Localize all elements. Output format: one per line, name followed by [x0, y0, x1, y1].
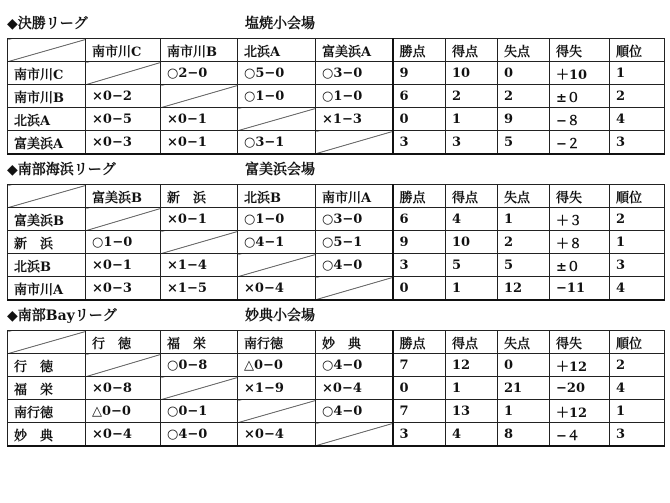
team-row	[8, 254, 665, 277]
stat-value: −４	[550, 423, 610, 447]
column-header-stat: 得失	[550, 39, 610, 62]
stat-value: 9	[498, 108, 550, 131]
match-result: ×0−4	[316, 377, 393, 400]
match-result: ○5−1	[316, 231, 393, 254]
match-result: ○3−1	[238, 131, 316, 155]
column-header-team: 南行徳	[238, 331, 316, 354]
column-header-team: 北浜B	[238, 185, 316, 208]
match-result: ×0−4	[86, 423, 161, 447]
stat-value: 4	[610, 377, 665, 400]
stat-value: 2	[610, 208, 665, 231]
match-result: ×0−1	[161, 108, 238, 131]
column-header-stat: 失点	[498, 39, 550, 62]
stat-value: 4	[446, 208, 498, 231]
stat-value: 3	[393, 254, 446, 277]
column-header-team: 行 徳	[86, 331, 161, 354]
team-name: 北浜A	[8, 108, 86, 131]
stat-value: 1	[498, 208, 550, 231]
self-match-cell	[238, 108, 316, 131]
stat-value: 3	[446, 131, 498, 155]
stat-value: 0	[393, 277, 446, 301]
stat-value: 21	[498, 377, 550, 400]
team-row	[8, 231, 665, 254]
column-header-stat: 勝点	[393, 331, 446, 354]
match-result: ○4−0	[316, 254, 393, 277]
match-result: ○1−0	[316, 85, 393, 108]
stat-value: 4	[610, 108, 665, 131]
match-result: ×0−4	[238, 277, 316, 301]
team-name: 富美浜A	[8, 131, 86, 155]
corner-cell	[8, 185, 86, 208]
match-result: ×0−5	[86, 108, 161, 131]
match-result: ×1−9	[238, 377, 316, 400]
team-name: 南行徳	[8, 400, 86, 423]
match-result: ○1−0	[238, 208, 316, 231]
stat-value: 5	[498, 131, 550, 155]
team-name: 南市川B	[8, 85, 86, 108]
venue-name: 塩焼小会場	[245, 16, 315, 32]
stat-value: 2	[610, 85, 665, 108]
column-header-team: 妙 典	[316, 331, 393, 354]
match-result: ○2−0	[161, 62, 238, 85]
stat-value: 2	[446, 85, 498, 108]
team-name: 富美浜B	[8, 208, 86, 231]
team-name: 南市川C	[8, 62, 86, 85]
column-header-team: 新 浜	[161, 185, 238, 208]
team-name: 北浜B	[8, 254, 86, 277]
match-result: ×0−3	[86, 131, 161, 155]
stat-value: 3	[610, 423, 665, 447]
match-result: ×0−1	[161, 131, 238, 155]
league-title: ◆決勝リーグ	[7, 16, 88, 32]
match-result: ×0−2	[86, 85, 161, 108]
self-match-cell	[86, 62, 161, 85]
team-row	[8, 62, 665, 85]
self-match-cell	[316, 423, 393, 447]
match-result: ×1−4	[161, 254, 238, 277]
team-name: 妙 典	[8, 423, 86, 447]
column-header-team: 北浜A	[238, 39, 316, 62]
stat-value: 13	[446, 400, 498, 423]
stat-value: ＋12	[550, 354, 610, 377]
stat-value: −２	[550, 131, 610, 155]
stat-value: 4	[446, 423, 498, 447]
stat-value: 1	[610, 400, 665, 423]
stat-value: 10	[446, 231, 498, 254]
match-result: ○4−0	[316, 400, 393, 423]
corner-cell	[8, 39, 86, 62]
stat-value: ＋３	[550, 208, 610, 231]
self-match-cell	[161, 377, 238, 400]
match-result: ○0−1	[161, 400, 238, 423]
stat-value: 1	[498, 400, 550, 423]
team-name: 福 栄	[8, 377, 86, 400]
header-row	[8, 331, 665, 354]
match-result: ○0−8	[161, 354, 238, 377]
stat-value: 0	[498, 354, 550, 377]
self-match-cell	[161, 85, 238, 108]
column-header-stat: 得点	[446, 185, 498, 208]
column-header-stat: 得点	[446, 39, 498, 62]
venue-name: 妙典小会場	[245, 308, 315, 324]
team-name: 南市川A	[8, 277, 86, 301]
team-row	[8, 208, 665, 231]
team-row	[8, 277, 665, 301]
column-header-team: 富美浜A	[316, 39, 393, 62]
team-row	[8, 85, 665, 108]
match-result: ×0−1	[86, 254, 161, 277]
self-match-cell	[86, 208, 161, 231]
league-table	[7, 330, 665, 447]
match-result: ×0−8	[86, 377, 161, 400]
stat-value: ＋８	[550, 231, 610, 254]
league-title: ◆南部海浜リーグ	[7, 162, 116, 178]
stat-value: 1	[446, 377, 498, 400]
column-header-team: 福 栄	[161, 331, 238, 354]
league-table	[7, 38, 665, 155]
header-row	[8, 185, 665, 208]
stat-value: ±０	[550, 85, 610, 108]
venue-name: 富美浜会場	[245, 162, 315, 178]
match-result: ×1−5	[161, 277, 238, 301]
column-header-stat: 失点	[498, 185, 550, 208]
stat-value: 0	[393, 108, 446, 131]
self-match-cell	[238, 400, 316, 423]
team-row	[8, 423, 665, 447]
stat-value: ±０	[550, 254, 610, 277]
team-row	[8, 354, 665, 377]
self-match-cell	[86, 354, 161, 377]
league-title: ◆南部Bayリーグ	[7, 308, 117, 324]
team-row	[8, 400, 665, 423]
league-table	[7, 184, 665, 301]
stat-value: 0	[498, 62, 550, 85]
column-header-stat: 得点	[446, 331, 498, 354]
self-match-cell	[238, 254, 316, 277]
stat-value: 12	[498, 277, 550, 301]
match-result: ×0−3	[86, 277, 161, 301]
match-result: ○3−0	[316, 62, 393, 85]
header-row	[8, 39, 665, 62]
stat-value: 10	[446, 62, 498, 85]
stat-value: ＋12	[550, 400, 610, 423]
stat-value: 8	[498, 423, 550, 447]
stat-value: 3	[393, 423, 446, 447]
stat-value: 1	[446, 108, 498, 131]
column-header-stat: 失点	[498, 331, 550, 354]
team-row	[8, 131, 665, 155]
column-header-stat: 得失	[550, 185, 610, 208]
team-name: 新 浜	[8, 231, 86, 254]
stat-value: 2	[610, 354, 665, 377]
stat-value: 9	[393, 62, 446, 85]
column-header-team: 南市川C	[86, 39, 161, 62]
column-header-stat: 順位	[610, 185, 665, 208]
stat-value: 3	[393, 131, 446, 155]
team-row	[8, 108, 665, 131]
stat-value: 9	[393, 231, 446, 254]
stat-value: 12	[446, 354, 498, 377]
stat-value: −20	[550, 377, 610, 400]
column-header-stat: 勝点	[393, 39, 446, 62]
stat-value: 0	[393, 377, 446, 400]
match-result: △0−0	[238, 354, 316, 377]
stat-value: 3	[610, 131, 665, 155]
column-header-stat: 順位	[610, 331, 665, 354]
match-result: ○5−0	[238, 62, 316, 85]
column-header-stat: 得失	[550, 331, 610, 354]
match-result: △0−0	[86, 400, 161, 423]
match-result: ○4−0	[316, 354, 393, 377]
stat-value: −８	[550, 108, 610, 131]
self-match-cell	[316, 131, 393, 155]
match-result: ×0−1	[161, 208, 238, 231]
stat-value: 3	[610, 254, 665, 277]
column-header-stat: 勝点	[393, 185, 446, 208]
stat-value: ＋10	[550, 62, 610, 85]
stat-value: −11	[550, 277, 610, 301]
match-result: ○3−0	[316, 208, 393, 231]
stat-value: 6	[393, 85, 446, 108]
match-result: ×1−3	[316, 108, 393, 131]
stat-value: 2	[498, 85, 550, 108]
stat-value: 5	[446, 254, 498, 277]
stat-value: 1	[446, 277, 498, 301]
self-match-cell	[161, 231, 238, 254]
stat-value: 1	[610, 62, 665, 85]
team-row	[8, 377, 665, 400]
match-result: ○4−0	[161, 423, 238, 447]
corner-cell	[8, 331, 86, 354]
match-result: ×0−4	[238, 423, 316, 447]
column-header-team: 南市川A	[316, 185, 393, 208]
stat-value: 7	[393, 354, 446, 377]
match-result: ○1−0	[86, 231, 161, 254]
match-result: ○4−1	[238, 231, 316, 254]
stat-value: 4	[610, 277, 665, 301]
match-result: ○1−0	[238, 85, 316, 108]
stat-value: 5	[498, 254, 550, 277]
stat-value: 2	[498, 231, 550, 254]
stat-value: 1	[610, 231, 665, 254]
column-header-team: 南市川B	[161, 39, 238, 62]
team-name: 行 徳	[8, 354, 86, 377]
column-header-team: 富美浜B	[86, 185, 161, 208]
column-header-stat: 順位	[610, 39, 665, 62]
stat-value: 7	[393, 400, 446, 423]
self-match-cell	[316, 277, 393, 301]
stat-value: 6	[393, 208, 446, 231]
